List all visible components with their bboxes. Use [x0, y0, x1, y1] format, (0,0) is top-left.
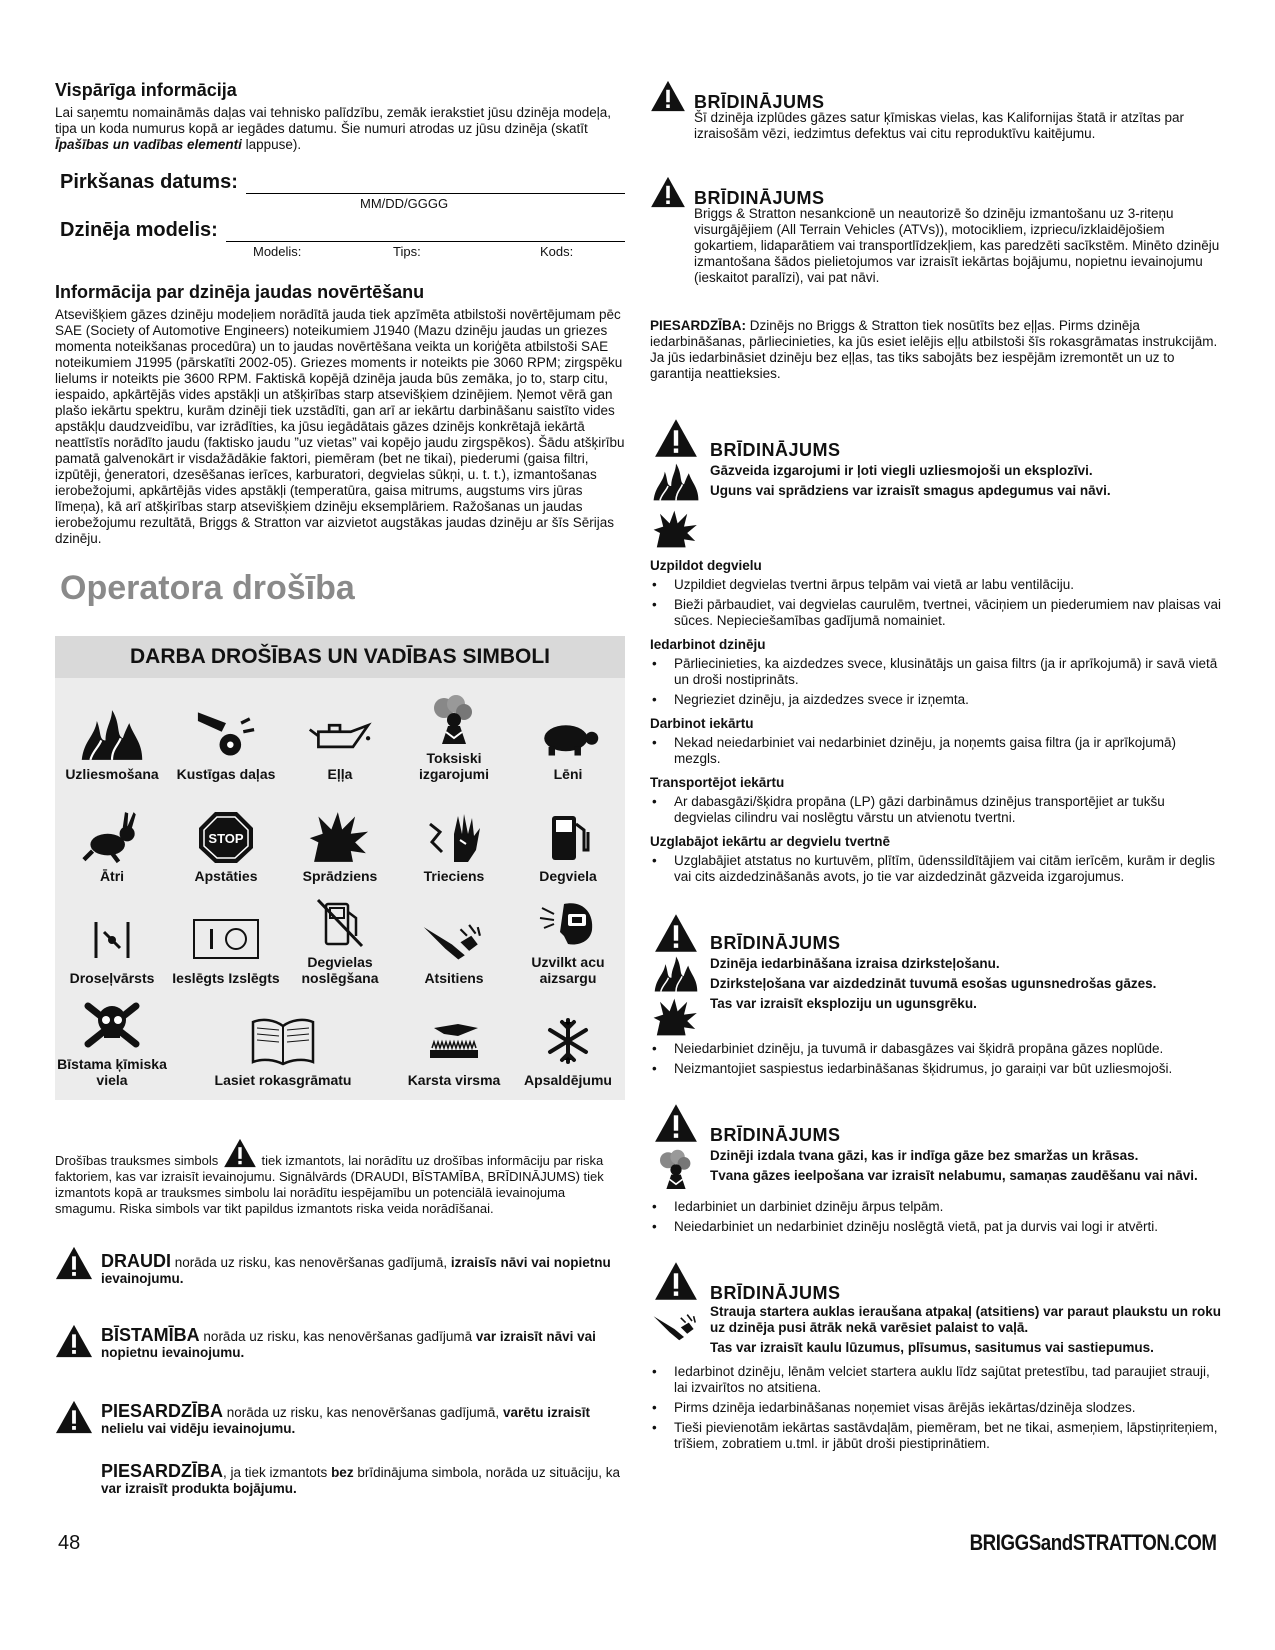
safety-alert-icon	[654, 1261, 698, 1301]
list-item: • Nekad neiedarbiniet vai nedarbiniet dzinēju, ja noņemts gaisa filtra (ja ir aprīkojumā) mezgls.	[650, 735, 1225, 767]
choke-icon	[78, 912, 146, 966]
safety-alert-icon	[55, 1323, 93, 1359]
caution-label: PIESARDZĪBA:	[650, 318, 747, 333]
symbol-on-off	[169, 892, 283, 986]
warning-body	[702, 418, 1225, 550]
signal-text-bold: varētu izraisīt nelielu vai vidēju ievainojumu.	[101, 1405, 590, 1436]
warning-icons	[650, 1103, 702, 1191]
explosion-icon	[652, 997, 700, 1037]
section-title: Uzpildot degvielu	[650, 558, 762, 573]
code-hint: Kods:	[540, 244, 574, 259]
symbol-label: Uzliesmošana	[65, 766, 159, 782]
section-list	[650, 735, 1225, 767]
list-item: • Ar dabasgāzi/šķidra propāna (LP) gāzi darbināmus dzinējus transportējiet ar tukšu degvielas cilindru vai noslēgtu vārstu un atvienotu tvertni.	[650, 794, 1225, 826]
warning-icons	[650, 1261, 702, 1356]
warning-title: BRĪDINĀJUMS	[710, 1125, 841, 1145]
safety-alert-icon	[654, 418, 698, 458]
features-controls-link[interactable]: Īpašības un vadības elementi	[55, 137, 242, 152]
symbol-flammable	[55, 688, 169, 782]
list-item: • Tieši pievienotām iekārtas sastāvdaļām, piemēram, bet ne tikai, asmeņiem, lāpstiņriteņiem, trīšiem, zobratiem u.tml. ir jābūt droši piestiprinātiem.	[650, 1420, 1225, 1452]
safety-alert-icon	[650, 176, 686, 208]
warning-title: BRĪDINĀJUMS	[694, 92, 825, 112]
flame-icon	[652, 462, 700, 502]
symbol-label: Apstāties	[194, 868, 258, 884]
warning-icons	[650, 80, 686, 142]
alert-intro-part: Drošības trauksmes simbols	[55, 1153, 219, 1168]
fuel-pump-icon	[534, 810, 602, 864]
list-item: • Bieži pārbaudiet, vai degvielas caurulēm, tvertnei, vāciņiem un piederumiem nav plaisas vai sūces. Nepieciešamības gadījumā nomainiet.	[650, 597, 1225, 629]
warning-line: Gāzveida izgarojumi ir ļoti viegli uzliesmojoši un eksplozīvi.	[710, 463, 1093, 478]
signal-danger-text	[101, 1253, 625, 1287]
section-list	[650, 577, 1225, 629]
purchase-date-label: Pirkšanas datums:	[60, 171, 238, 193]
safety-alert-icon	[55, 1399, 93, 1435]
signal-text-bold: var izraisīt nāvi vai nopietnu ievainojumu.	[101, 1329, 596, 1360]
symbol-label: Eļļa	[327, 766, 353, 782]
moving-parts-icon	[192, 708, 260, 762]
on-off-icon	[192, 912, 260, 966]
warning-line: Dzirksteļošana var aizdedzināt tuvumā esošas ugunsnedrošas gāzes.	[710, 976, 1157, 991]
fuel-sections	[650, 558, 1225, 885]
hot-surface-icon	[420, 1014, 488, 1068]
warning-body	[686, 176, 1225, 286]
signal-caution-text	[101, 1403, 625, 1437]
symbol-fuel	[511, 790, 625, 884]
section-title: Transportējot iekārtu	[650, 775, 785, 790]
turtle-icon	[534, 708, 602, 762]
warning-line: Dzinēja iedarbināšana izraisa dzirksteļošanu.	[710, 956, 1000, 971]
warning-line: Uguns vai sprādziens var izraisīt smagus apdegumus vai nāvi.	[710, 483, 1111, 498]
warning-sparks	[650, 913, 1225, 1037]
warning-list	[650, 1041, 1225, 1077]
safety-alert-icon	[222, 1138, 258, 1168]
list-item: • Neiedarbiniet dzinēju, ja tuvumā ir dabasgāzes vai šķidrā propāna gāzes noplūde.	[650, 1041, 1225, 1057]
warning-kickback	[650, 1261, 1225, 1356]
warning-body	[702, 913, 1225, 1037]
list-item: • Iedarbiniet un darbiniet dzinēju ārpus telpām.	[650, 1199, 1225, 1215]
power-rating-title: Informācija par dzinēja jaudas novērtēšanu	[55, 282, 425, 302]
purchase-date-hint: MM/DD/GGGG	[360, 196, 449, 211]
engine-model-hints	[55, 244, 625, 262]
rabbit-icon	[78, 810, 146, 864]
warning-list	[650, 1364, 1225, 1452]
signal-danger	[55, 1243, 625, 1287]
symbol-kickback	[397, 892, 511, 986]
eye-protection-icon	[534, 896, 602, 950]
symbol-label: Sprādziens	[302, 868, 378, 884]
signal-word: DRAUDI	[101, 1251, 171, 1271]
symbol-frostbite	[511, 994, 625, 1088]
general-info-title: Vispārīga informācija	[55, 80, 237, 100]
left-column	[55, 80, 625, 1497]
safety-alert-icon	[55, 1245, 93, 1281]
signal-text: norāda uz risku, kas nenovēršanas gadījumā,	[223, 1405, 503, 1420]
symbol-hot-surface	[397, 994, 511, 1088]
warning-list	[650, 1199, 1225, 1235]
warning-body	[686, 80, 1225, 142]
toxic-fumes-icon	[420, 692, 488, 746]
section-list	[650, 656, 1225, 708]
warning-title: BRĪDINĀJUMS	[710, 933, 841, 953]
signal-word: PIESARDZĪBA	[101, 1401, 224, 1421]
symbol-slow	[511, 688, 625, 782]
explosion-icon	[306, 810, 374, 864]
warning-line: Dzinēji izdala tvana gāzi, kas ir indīga gāze bez smaržas un krāsas.	[710, 1148, 1139, 1163]
caution-note-part: , ja tiek izmantots	[223, 1465, 332, 1480]
signal-warning-text	[101, 1327, 625, 1361]
symbol-label: Ieslēgts Izslēgts	[172, 970, 280, 986]
warning-icons	[650, 913, 702, 1037]
list-item: • Pirms dzinēja iedarbināšanas noņemiet visas ārējās iekārtas/dzinēja slodzes.	[650, 1400, 1225, 1416]
warning-atv	[650, 176, 1225, 286]
snowflake-icon	[534, 1014, 602, 1068]
list-item: • Negrieziet dzinēju, ja aizdedzes svece ir izņemta.	[650, 692, 1225, 708]
caution-note-part: brīdinājuma simbola, norāda uz situāciju, ka	[353, 1465, 620, 1480]
symbols-panel	[55, 636, 625, 1100]
signal-caution	[55, 1397, 625, 1437]
safety-alert-icon	[654, 1103, 698, 1143]
symbols-panel-title: DARBA DROŠĪBAS UN VADĪBAS SIMBOLI	[55, 636, 625, 678]
section-list	[650, 853, 1225, 885]
caution-note-text	[101, 1463, 625, 1497]
flame-icon	[78, 708, 146, 762]
model-hint: Modelis:	[253, 244, 302, 259]
symbol-read-manual	[169, 994, 397, 1088]
warning-text: Šī dzinēja izplūdes gāzes satur ķīmiskas vielas, kas Kalifornijas štatā ir atzītas par izraisošām vēzi, iedzimtus defektus vai citu reproduktīvu kaitējumu.	[694, 110, 1184, 141]
list-item: • Uzglabājiet atstatus no kurtuvēm, plītīm, ūdenssildītājiem vai citām ierīcēm, kurām ir deglis vai cits aizdedzināšanās avots, jo tie var aizdedzināt gāzveida izgarojumus.	[650, 853, 1225, 885]
symbol-label: Trieciens	[423, 868, 485, 884]
symbol-toxic-fumes	[397, 688, 511, 782]
symbol-label: Toksiski izgarojumi	[418, 750, 489, 782]
symbol-label: Droseļvārsts	[69, 970, 155, 986]
symbol-label: Atsitiens	[424, 970, 484, 986]
section-title: Iedarbinot dzinēju	[650, 637, 766, 652]
engine-model-label: Dzinēja modelis:	[60, 219, 218, 241]
symbol-label: Lēni	[553, 766, 583, 782]
signal-word: BĪSTAMĪBA	[101, 1325, 200, 1345]
section-title: Darbinot iekārtu	[650, 716, 754, 731]
kickback-icon	[652, 1305, 700, 1345]
warning-icons	[650, 176, 686, 286]
general-info-text	[55, 105, 625, 153]
warning-california	[650, 80, 1225, 142]
skull-icon	[78, 998, 146, 1052]
symbol-label: Kustīgas daļas	[176, 766, 276, 782]
warning-title: BRĪDINĀJUMS	[694, 188, 825, 208]
purchase-date-field[interactable]	[246, 175, 625, 194]
warning-title: BRĪDINĀJUMS	[710, 1283, 841, 1303]
symbol-moving-parts	[169, 688, 283, 782]
shock-icon	[420, 810, 488, 864]
fuel-shutoff-icon	[306, 896, 374, 950]
warning-title: BRĪDINĀJUMS	[710, 440, 841, 460]
signal-text: norāda uz risku, kas nenovēršanas gadījumā,	[171, 1255, 451, 1270]
symbol-label: Degvielas noslēgšana	[301, 954, 379, 986]
symbol-explosion	[283, 790, 397, 884]
warning-body	[702, 1261, 1225, 1356]
alert-intro-text	[55, 1138, 625, 1217]
signal-warning	[55, 1321, 625, 1361]
signal-text-bold: izraisīs nāvi vai nopietnu ievainojumu.	[101, 1255, 611, 1286]
explosion-icon	[652, 508, 700, 550]
signal-text: norāda uz risku, kas nenovēršanas gadījumā	[199, 1329, 476, 1344]
kickback-icon	[420, 912, 488, 966]
oil-can-icon	[306, 708, 374, 762]
flame-icon	[652, 955, 700, 993]
power-rating-text: Atsevišķiem gāzes dzinēju modeļiem norādītā jauda tiek apzīmēta atbilstoši novērtējumam pēc SAE (Society of Automotive Engineers) noteikumiem J1940 (Mazu dzinēju jaudas un griezes momenta noteikšanas procedūra) un to jaudas novērtēšana veikta un koriģēta atbilstoši SAE noteikumiem J1995 (pārskatīti 2002-05). Griezes moments ir noteikts pie 3060 RPM; zirgspēku lielums ir noteikts pie 3600 RPM. Faktiskā kopējā dzinēja jauda būs zemāka, jo to, starp citu, iespaido, apkārtējās vides apstākļi un atšķirības starp atsevišķiem dzinējiem. Ņemot vērā gan plašo iekārtu spektru, kurām dzinēji tiek uzstādīti, gan arī ar iekārtu darbināšanu saistīto vides apstākļu daudzveidību, var izrādīties, ka jūsu iegādātais gāzes dzinējs konkrētajā iekārtā neattīstīs norādīto jaudu (faktisko jaudu ”uz vietas” vai kopējo jaudu zirgspēkos). Šādu atšķirību pamatā galvenokārt ir visdažādākie faktori, piemēram (bet ne tikai), piederumi (gaisa filtri, izpūtēji, ģeneratori, dzesēšanas ierīces, karburatori, degvielas sūkņi, u. t. t.), izmantošanas ierobežojumi, apkārtējās vides apstākļi (temperatūra, gaisa mitrums, augstums virs jūras līmeņa), kā arī atšķirības starp atsevišķiem dzinēju eksemplāriem. Ražošanas un jaudas ierobežojumu rezultātā, Briggs & Stratton var aizvietot augstākas jaudas dzinēju ar šīs Sērijas dzinēju.	[55, 307, 625, 546]
engine-model-row	[55, 219, 625, 242]
warning-line: Tas var izraisīt eksploziju un ugunsgrēku.	[710, 996, 977, 1011]
warning-line: Tvana gāzes ieelpošana var izraisīt nelabumu, samaņas zaudēšanu vai nāvi.	[710, 1168, 1198, 1183]
symbol-label: Lasiet rokasgrāmatu	[214, 1072, 352, 1088]
symbol-label: Uzvilkt acu aizsargu	[531, 954, 605, 986]
warning-line: Strauja startera auklas ieraušana atpakaļ (atsitiens) var paraut plaukstu un roku uz dzinēja pusi ātrāk nekā varēsiet palaist to vaļā.	[710, 1304, 1221, 1335]
manual-book-icon	[249, 1014, 317, 1068]
symbol-label: Apsaldējumu	[524, 1072, 612, 1088]
caution-note-bold: bez	[331, 1465, 354, 1480]
type-hint: Tips:	[393, 244, 421, 259]
general-text-part: lappuse).	[241, 137, 302, 152]
warning-carbon-monoxide	[650, 1103, 1225, 1191]
warning-body	[702, 1103, 1225, 1191]
symbol-choke	[55, 892, 169, 986]
section-list	[650, 794, 1225, 826]
stop-sign-icon	[192, 810, 260, 864]
symbol-chemical	[55, 994, 169, 1088]
purchase-date-row	[55, 171, 625, 194]
list-item: • Neiedarbiniet un nedarbiniet dzinēju noslēgtā vietā, pat ja durvis vai logi ir atvērti.	[650, 1219, 1225, 1235]
symbol-label: Karsta virsma	[407, 1072, 501, 1088]
caution-oil-text	[650, 318, 1225, 382]
safety-alert-icon	[654, 913, 698, 953]
symbol-label: Ātri	[99, 868, 125, 884]
list-item: • Neizmantojiet saspiestus iedarbināšanas šķidrumus, jo garaiņi var būt uzliesmojoši.	[650, 1061, 1225, 1077]
symbols-grid	[55, 678, 625, 1088]
list-item: • Uzpildiet degvielas tvertni ārpus telpām vai vietā ar labu ventilāciju.	[650, 577, 1225, 593]
engine-model-field[interactable]	[226, 223, 625, 242]
section-title: Uzglabājot iekārtu ar degvielu tvertnē	[650, 834, 891, 849]
operator-safety-title: Operatora drošība	[60, 569, 355, 607]
caution-text: Dzinējs no Briggs & Stratton tiek nosūtīts bez eļļas. Pirms dzinēja iedarbināšanas, pārliecinieties, ka jūs esiet ielējis eļļu atbilstoši šīs rokasgrāmatas instrukcijām. Ja jūs iedarbināsiet dzinēju bez eļļas, tas tiks sabojāts bez iespējām izremontēt un uz to garantija neattieksies.	[650, 318, 1218, 381]
symbol-label: Degviela	[539, 868, 597, 884]
right-column	[650, 80, 1225, 1456]
brand-url[interactable]: BRIGGSandSTRATTON.COM	[970, 1530, 1217, 1555]
safety-alert-icon	[650, 80, 686, 112]
symbol-fuel-shutoff	[283, 892, 397, 986]
caution-note-bold: var izraisīt produkta bojājumu.	[101, 1481, 297, 1496]
warning-icons	[650, 418, 702, 550]
warning-text: Briggs & Stratton nesankcionē un neautorizē šo dzinēju izmantošanu uz 3-riteņu visurgājējiem (All Terrain Vehicles (ATVs)), motocikliem, izpriecu/izklaidējošiem gokartiem, lidaparātiem vai transportlīdzekļiem, kas paredzēti sacīkstēm. Minēto dzinēju izmantošana šādos pielietojumos var izraisīt iekārtas bojājumu, nopietnu ievainojumu (ieskaitot paralīzi), vai pat nāvi.	[694, 206, 1220, 285]
toxic-fumes-icon	[652, 1147, 700, 1191]
symbol-eye-protection	[511, 892, 625, 986]
list-item: • Pārliecinieties, ka aizdedzes svece, klusinātājs un gaisa filtrs (ja ir aprīkojumā) ir savā vietā un droši nostiprināts.	[650, 656, 1225, 688]
symbol-shock	[397, 790, 511, 884]
signal-word: PIESARDZĪBA	[101, 1461, 224, 1481]
stop-sign-text: STOP	[208, 831, 244, 846]
general-text-part: Lai saņemtu nomaināmās daļas vai tehnisko palīdzību, zemāk ierakstiet jūsu dzinēja modeļa, tipa un koda numurus kopā ar iegādes datumu. Šie numuri atrodas uz jūsu dzinēja (skatīt	[55, 105, 612, 136]
warning-flammable	[650, 418, 1225, 550]
symbol-stop	[169, 790, 283, 884]
symbol-oil	[283, 688, 397, 782]
symbol-label: Bīstama ķīmiska viela	[57, 1056, 167, 1088]
alert-intro-part: tiek izmantots, lai norādītu uz drošības informāciju par riska faktoriem, kas var izraisīt ievainojumu. Signālvārds (DRAUDI, BĪSTAMĪBA, BRĪDINĀJUMS) tiek izmantots kopā ar trauksmes simbolu lai norādītu iespējamību un potenciālā ievainojuma smagumu. Riska simbols var tikt papildus izmantots riska veida norādīšanai.	[55, 1153, 604, 1216]
page-number: 48	[58, 1532, 81, 1554]
list-item: • Iedarbinot dzinēju, lēnām velciet startera auklu līdz sajūtat pretestību, tad paraujiet strauji, lai izvairītos no atsitiena.	[650, 1364, 1225, 1396]
symbol-fast	[55, 790, 169, 884]
warning-line: Tas var izraisīt kaulu lūzumus, plīsumus, sasitumus vai sastiepumus.	[710, 1340, 1154, 1355]
